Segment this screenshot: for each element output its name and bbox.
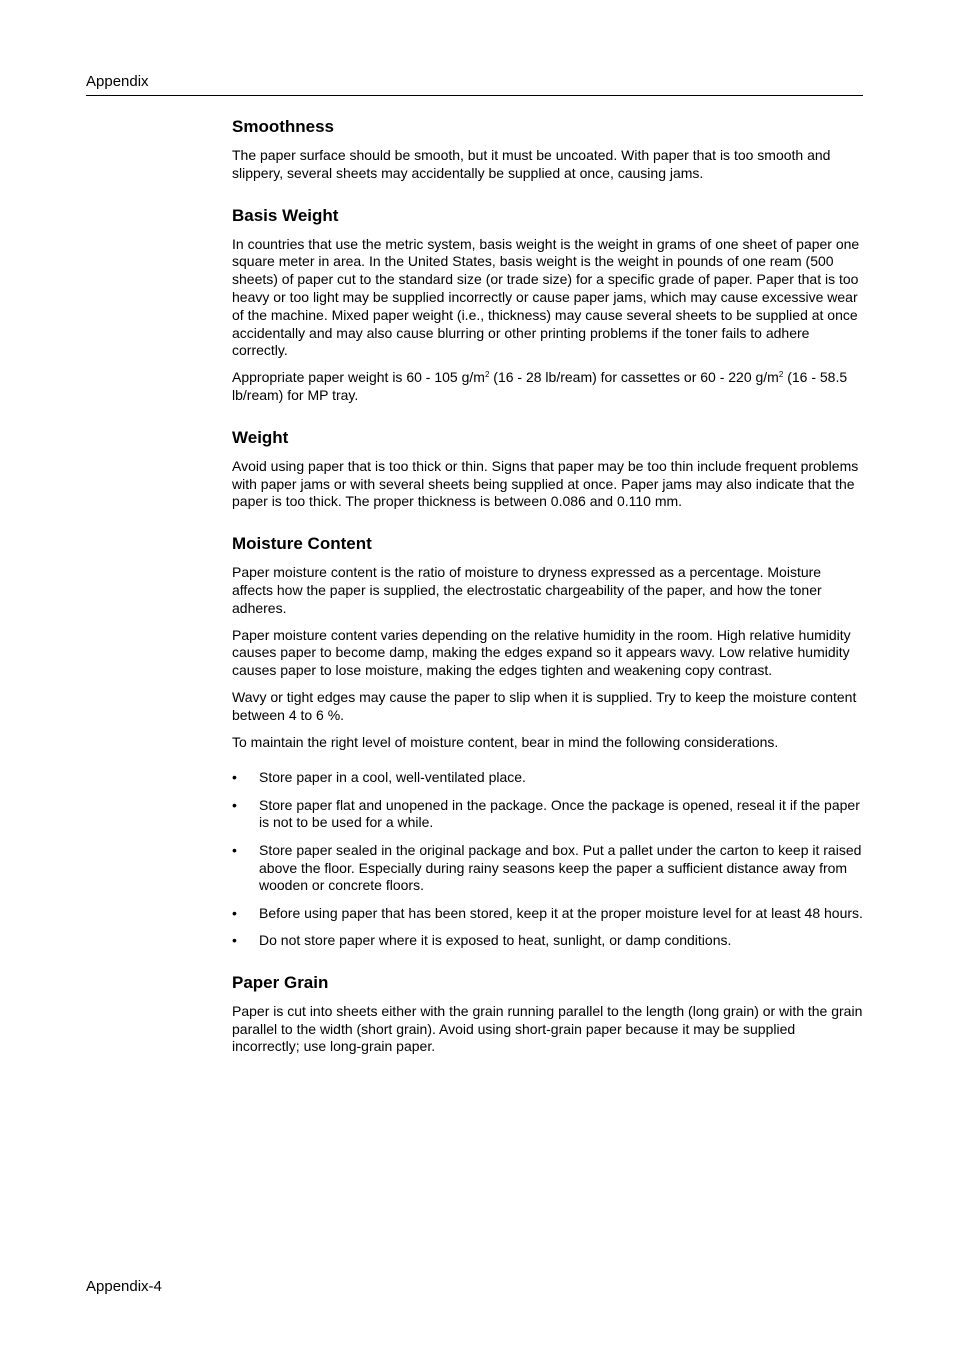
list-item-text: Do not store paper where it is exposed to heat, sunlight, or damp conditions. (259, 931, 732, 948)
list-item-text: Store paper in a cool, well-ventilated place. (259, 769, 526, 786)
paragraph: Paper moisture content varies depending on the relative humidity in the room. High relative humidity causes paper to become damp, making the edges expand so it appears wavy. Low relative humidity causes paper to lose moisture, making the edges tighten and weakening copy contrast. (232, 626, 851, 679)
list-item (232, 842, 863, 895)
superscript: 2 (484, 370, 490, 380)
list-item (232, 797, 863, 833)
paragraph: The paper surface should be smooth, but it must be uncoated. With paper that is too smooth and slippery, several sheets may accidentally be supplied at once, causing jams. (232, 147, 831, 181)
section-basis-weight (232, 205, 863, 405)
section-heading: Weight (232, 427, 289, 447)
running-header (86, 72, 863, 96)
page-footer (86, 1277, 162, 1297)
list-item-text: Store paper sealed in the original package and box. Put a pallet under the carton to keep it raised above the floor. Especially during rainy seasons keep the paper a sufficient distance away from wooden or concrete floors. (259, 841, 862, 894)
bullet-icon: • (232, 769, 237, 786)
section-heading: Moisture Content (232, 534, 372, 554)
weight-note-text: (16 - 58.5 lb/ream) for MP tray. (232, 369, 848, 403)
section-weight (232, 427, 863, 511)
section-heading: Paper Grain (232, 972, 329, 992)
list-item-text: Before using paper that has been stored, keep it at the proper moisture level for at least 48 hours. (259, 904, 863, 921)
paragraph: Paper is cut into sheets either with the grain running parallel to the length (long grain) or with the grain parallel to the width (short grain). Avoid using short-grain paper because it may be supplied incorrectly; use long-grain paper. (232, 1002, 863, 1055)
list-item (232, 932, 863, 950)
bullet-list (232, 769, 863, 949)
superscript: 2 (778, 370, 784, 380)
page-number: Appendix-4 (86, 1278, 162, 1295)
section-moisture-content (232, 533, 863, 950)
list-item-text: Store paper flat and unopened in the package. Once the package is opened, reseal it if the paper is not to be used for a while. (259, 796, 860, 831)
paragraph: Wavy or tight edges may cause the paper to slip when it is supplied. Try to keep the moisture content between 4 to 6 %. (232, 688, 857, 723)
list-item (232, 905, 863, 923)
section-heading: Basis Weight (232, 205, 339, 225)
bullet-icon: • (232, 841, 237, 858)
section-heading: Smoothness (232, 117, 335, 136)
bullet-icon: • (232, 931, 237, 948)
list-item (232, 769, 863, 787)
weight-note-text: (16 - 28 lb/ream) for cassettes or 60 - 220 g/m (489, 369, 779, 386)
paragraph: Paper moisture content is the ratio of moisture to dryness expressed as a percentage. Moisture affects how the paper is supplied, the electrostatic chargeability of the paper, and how the toner adheres. (232, 564, 822, 616)
section-paper-grain (232, 972, 863, 1056)
section-smoothness (232, 116, 863, 183)
paragraph: To maintain the right level of moisture content, bear in mind the following considerations. (232, 733, 779, 750)
bullet-icon: • (232, 796, 237, 813)
page-content (232, 116, 863, 1078)
bullet-icon: • (232, 904, 237, 921)
header-title: Appendix (86, 73, 149, 90)
paragraph: In countries that use the metric system, basis weight is the weight in grams of one sheet of paper one square meter in area. In the United States, basis weight is the weight in pounds of one ream (500 sheets) of paper cut to the standard size (or trade size) for a specific grade of paper. Paper that is too heavy or too light may be supplied incorrectly or cause paper jams, which may cause excessive wear of the machine. Mixed paper weight (i.e., thickness) may cause several sheets to be supplied at once accidentally and may also cause blurring or other printing problems if the toner fails to adhere correctly. (232, 235, 860, 359)
paragraph: Avoid using paper that is too thick or thin. Signs that paper may be too thin include frequent problems with paper jams or with several sheets being supplied at once. Paper jams may also indicate that the paper is too thick. The proper thickness is between 0.086 and 0.110 mm. (232, 457, 859, 510)
weight-note-paragraph (232, 369, 863, 405)
weight-note-text: Appropriate paper weight is 60 - 105 g/m (232, 369, 485, 386)
